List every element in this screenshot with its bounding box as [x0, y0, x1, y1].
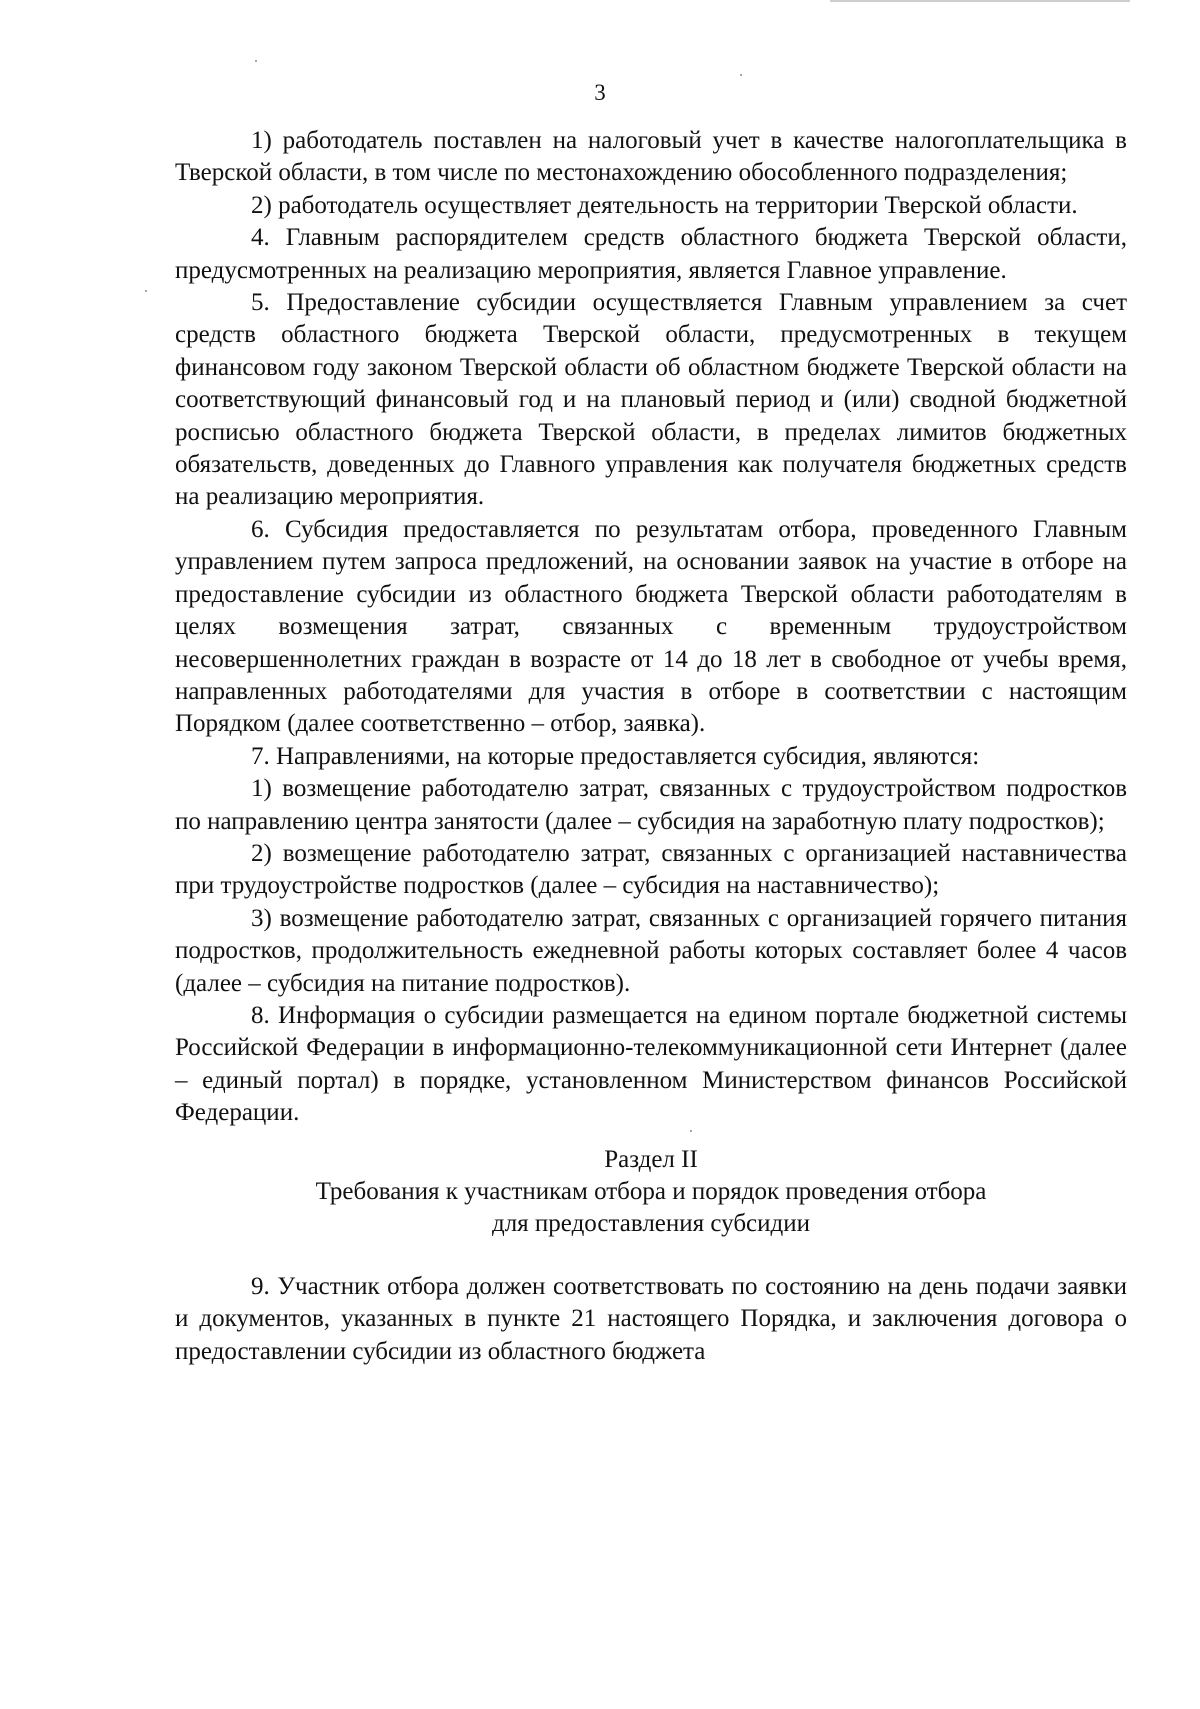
section-title-line-1: Требования к участникам отбора и порядок проведения отбора	[315, 1178, 987, 1205]
paragraph-9: 9. Участник отбора должен соответствовать по состоянию на день подачи заявки и документов, указанных в пункте 21 настоящего Порядка, и заключения договора о предоставлении субсидии из областного бюджета	[175, 1272, 1127, 1365]
scan-speck	[740, 74, 742, 76]
paragraph-7-1: 1) возмещение работодателю затрат, связанных с трудоустройством подростков по направлению центра занятости (далее – субсидия на заработную плату подростков);	[175, 775, 1127, 835]
document-body	[175, 125, 1127, 1368]
paragraph-8: 8. Информация о субсидии размещается на едином портале бюджетной системы Российской Федерации в информационно-телекоммуникационной сети Интернет (далее – единый портал) в порядке, установленном Министерством финансов Российской Федерации.	[175, 1001, 1127, 1127]
paragraph-1-2: 2) работодатель осуществляет деятельность на территории Тверской области.	[251, 191, 1078, 219]
page-number: 3	[594, 80, 606, 105]
scan-edge-line	[830, 0, 1130, 2]
paragraph-7-2: 2) возмещение работодателю затрат, связанных с организацией наставничества при трудоустройстве подростков (далее – субсидия на наставничество);	[175, 839, 1127, 900]
section-heading	[175, 1144, 1127, 1241]
section-label: Раздел II	[604, 1145, 698, 1173]
section-title-line-2: для предоставления субсидии	[491, 1210, 811, 1238]
paragraph-1-1: 1) работодатель поставлен на налоговый учет в качестве налогоплательщика в Тверской области, в том числе по местонахождению обособленного подразделения;	[175, 127, 1127, 187]
paragraph-7-3: 3) возмещение работодателю затрат, связанных с организацией горячего питания подростков, продолжительность ежедневной работы которых составляет более 4 часов (далее – субсидия на питание подростков).	[175, 904, 1127, 997]
paragraph-7: 7. Направлениями, на которые предоставляется субсидия, являются:	[251, 742, 980, 770]
spacer	[175, 1241, 1127, 1271]
scan-speck	[255, 60, 257, 62]
scan-speck	[145, 290, 147, 292]
paragraph-6: 6. Субсидия предоставляется по результатам отбора, проведенного Главным управлением путем запроса предложений, на основании заявок на участие в отборе на предоставление субсидии из областного бюджета Тверской области работодателям в целях возмещения затрат, связанных с временным трудоустройством несовершеннолетних граждан в возрасте от 14 до 18 лет в свободное от учебы время, направленных работодателями для участия в отборе в соответствии с настоящим Порядком (далее соответственно – отбор, заявка).	[175, 515, 1127, 738]
paragraph-5: 5. Предоставление субсидии осуществляется Главным управлением за счет средств областного бюджета Тверской области, предусмотренных в текущем финансовом году законом Тверской области об областном бюджете Тверской области на соответствующий финансовый год и на плановый период и (или) сводной бюджетной росписью областного бюджета Тверской области, в пределах лимитов бюджетных обязательств, доведенных до Главного управления как получателя бюджетных средств на реализацию мероприятия.	[175, 289, 1127, 511]
paragraph-4: 4. Главным распорядителем средств областного бюджета Тверской области, предусмотренных на реализацию мероприятия, является Главное управление.	[175, 224, 1127, 284]
